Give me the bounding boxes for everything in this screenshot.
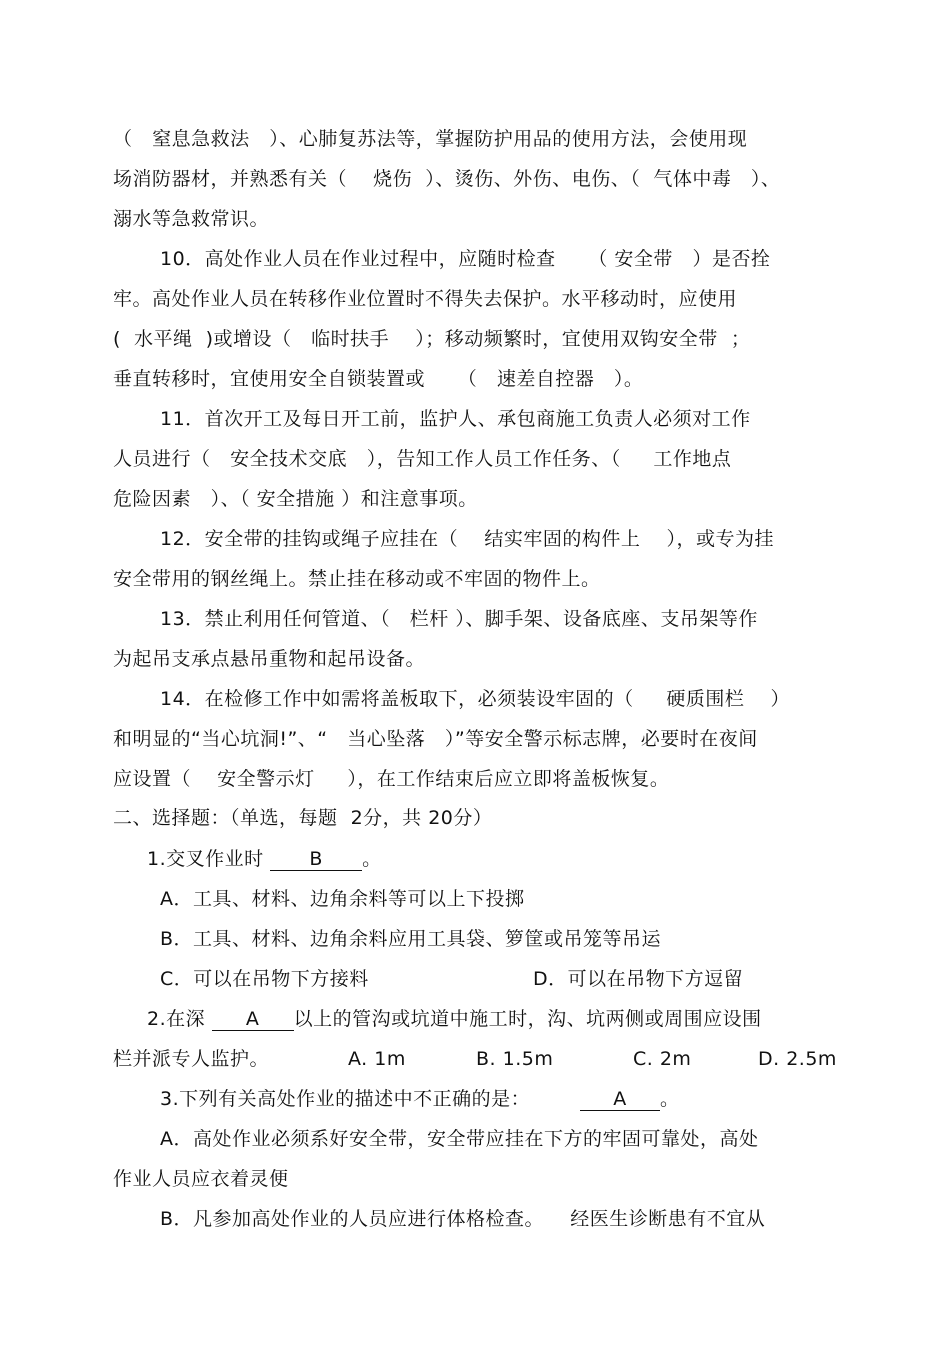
question-stem: 3.下列有关高处作业的描述中不正确的是： bbox=[160, 1088, 531, 1110]
text-line: 牢。高处作业人员在转移作业位置时不得失去保护。水平移动时，应使用 bbox=[113, 288, 738, 310]
text-line: 垂直转移时，宜使用安全自锁装置或 （ 速差自控器 ）。 bbox=[113, 368, 644, 390]
text-line: 为起吊支承点悬吊重物和起吊设备。 bbox=[113, 648, 426, 670]
text-line: 11．首次开工及每日开工前，监护人、承包商施工负责人必须对工作 bbox=[160, 408, 751, 430]
text-line: 13．禁止利用任何管道、（ 栏杆 ）、脚手架、设备底座、支吊架等作 bbox=[160, 608, 758, 630]
option-b: B．凡参加高处作业的人员应进行体格检查。 经医生诊断患有不宜从 bbox=[160, 1208, 766, 1230]
text-line: （ 窒息急救法 ）、心肺复苏法等，掌握防护用品的使用方法，会使用现 bbox=[113, 128, 748, 150]
option-c: C. 2m bbox=[633, 1048, 692, 1070]
option-a: A. 1m bbox=[348, 1048, 406, 1070]
answer-blank: A bbox=[580, 1088, 660, 1111]
option-d: D. 2.5m bbox=[758, 1048, 837, 1070]
text-line: 人员进行（ 安全技术交底 ），告知工作人员工作任务、（ 工作地点 bbox=[113, 448, 732, 470]
option-b: B. 1.5m bbox=[476, 1048, 554, 1070]
text-line: 和明显的“当心坑洞!”、“ 当心坠落 ）”等安全警示标志牌，必要时在夜间 bbox=[113, 728, 758, 750]
question-rest: 以上的管沟或坑道中施工时，沟、坑两侧或周围应设围 bbox=[293, 1008, 762, 1030]
text-line: 作业人员应衣着灵便 bbox=[113, 1168, 289, 1190]
question-1 bbox=[147, 846, 847, 872]
text-line: 场消防器材，并熟悉有关（ 烧伤 ）、烫伤、外伤、电伤、（ 气体中毒 ）、 bbox=[113, 168, 781, 190]
option-d: D．可以在吊物下方逗留 bbox=[533, 968, 744, 990]
option-b: B．工具、材料、边角余料应用工具袋、箩筐或吊笼等吊运 bbox=[160, 928, 662, 950]
question-end: 。 bbox=[660, 1088, 680, 1110]
text-line: 危险因素 ）、（ 安全措施 ）和注意事项。 bbox=[113, 488, 478, 510]
text-line: 栏并派专人监护。 bbox=[113, 1048, 270, 1070]
text-line: ( 水平绳 )或增设（ 临时扶手 ）；移动频繁时，宜使用双钩安全带 ； bbox=[113, 328, 751, 350]
answer-blank: B bbox=[270, 848, 362, 871]
answer-blank: A bbox=[212, 1008, 294, 1031]
text-line: 12．安全带的挂钩或绳子应挂在（ 结实牢固的构件上 ），或专为挂 bbox=[160, 528, 774, 550]
text-line: 安全带用的钢丝绳上。禁止挂在移动或不牢固的物件上。 bbox=[113, 568, 601, 590]
text-line: 应设置（ 安全警示灯 ），在工作结束后应立即将盖板恢复。 bbox=[113, 768, 670, 790]
question-stem: 1.交叉作业时 bbox=[147, 848, 271, 870]
option-c: C．可以在吊物下方接料 bbox=[160, 968, 369, 990]
section-heading: 二、选择题：（单选，每题 2分，共 20分） bbox=[113, 807, 493, 829]
question-end: 。 bbox=[362, 848, 382, 870]
question-stem: 2.在深 bbox=[147, 1008, 212, 1030]
option-a: A．高处作业必须系好安全带，安全带应挂在下方的牢固可靠处，高处 bbox=[160, 1128, 759, 1150]
question-3-answer bbox=[580, 1086, 700, 1112]
text-line: 10．高处作业人员在作业过程中，应随时检查 （ 安全带 ）是否拴 bbox=[160, 248, 771, 270]
option-a: A．工具、材料、边角余料等可以上下投掷 bbox=[160, 888, 525, 910]
text-line: 溺水等急救常识。 bbox=[113, 208, 270, 230]
question-2 bbox=[147, 1006, 847, 1032]
text-line: 14．在检修工作中如需将盖板取下，必须装设牢固的（ 硬质围栏 ） bbox=[160, 688, 791, 710]
